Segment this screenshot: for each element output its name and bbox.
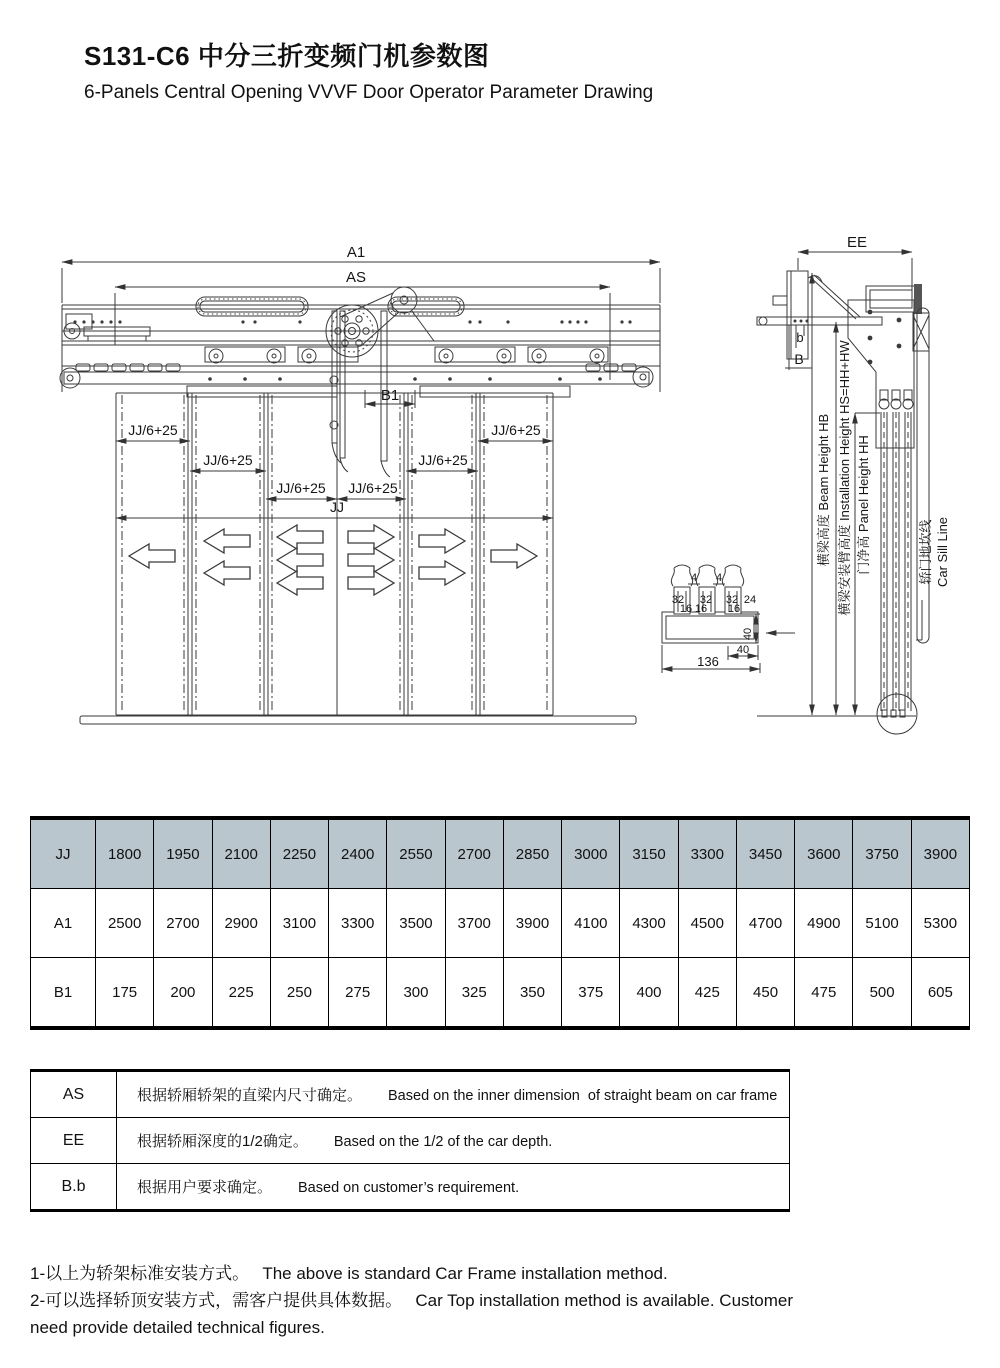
dim-label-panel-width: JJ/6+25 <box>418 452 468 468</box>
note-text-zh: 根据轿厢深度的1/2确定。 <box>137 1133 308 1150</box>
param-cell: 2250 <box>270 818 328 889</box>
param-table-body <box>31 818 970 1028</box>
notes-table <box>30 1069 790 1212</box>
footer-note-2: 2-可以选择轿顶安装方式，需客户提供具体数据。 Car Top installation method is available. Customer need provide detailed technical figures. <box>30 1291 793 1337</box>
param-cell: 4300 <box>620 889 678 958</box>
sill-dim-16: 16 <box>679 603 693 615</box>
dim-label-as: AS <box>345 269 367 286</box>
footer-notes <box>30 1260 830 1341</box>
mounting-bracket <box>757 271 882 370</box>
param-table-row <box>31 818 970 889</box>
param-cell: 175 <box>96 958 154 1029</box>
header-beam <box>62 305 660 392</box>
param-table-row <box>31 958 970 1029</box>
label-panel-height: 门净高 Panel Height HH <box>856 435 871 575</box>
dim-label-b-lower: b <box>796 330 804 345</box>
param-cell: 3900 <box>911 818 969 889</box>
panel-boundary <box>260 393 272 715</box>
note-text-zh: 根据用户要求确定。 <box>137 1179 273 1196</box>
param-cell: 400 <box>620 958 678 1029</box>
front-view <box>60 244 660 724</box>
param-cell: 3750 <box>853 818 911 889</box>
hanger-plate <box>435 347 515 363</box>
param-cell: 5300 <box>911 889 969 958</box>
param-cell: 275 <box>329 958 387 1029</box>
page-title: S131-C6 中分三折变频门机参数图 <box>84 41 490 71</box>
note-row-content <box>117 1118 790 1164</box>
param-cell: 3500 <box>387 889 445 958</box>
param-cell: 2550 <box>387 818 445 889</box>
param-cell: 3100 <box>270 889 328 958</box>
param-cell: 2700 <box>154 889 212 958</box>
door-direction-arrow <box>419 561 465 585</box>
param-cell: 3450 <box>736 818 794 889</box>
param-cell: 2100 <box>212 818 270 889</box>
footer-note-1: 1-以上为轿架标准安装方式。 The above is standard Car Frame installation method. <box>30 1264 668 1283</box>
param-cell: 375 <box>562 958 620 1029</box>
dim-label-jj: JJ <box>330 499 344 515</box>
dim-label-ee: EE <box>846 234 868 251</box>
panel-tracks <box>881 412 911 711</box>
dim-label-b-upper: B <box>794 351 804 367</box>
sill-dim-32: 32 <box>699 594 713 606</box>
param-cell: 605 <box>911 958 969 1029</box>
hanger-plates <box>205 347 608 363</box>
detail-circle <box>877 694 917 734</box>
door-direction-arrow <box>277 525 323 549</box>
param-cell: 2500 <box>96 889 154 958</box>
sill-dim-16: 16 <box>727 603 741 615</box>
door-direction-arrow <box>204 529 250 553</box>
dim-label-panel-width: JJ/6+25 <box>491 422 541 438</box>
page-subtitle: 6-Panels Central Opening VVVF Door Operator Parameter Drawing <box>84 82 654 103</box>
hanger-plate <box>205 347 285 363</box>
label-beam-height: 横梁高度 Beam Height HB <box>816 413 831 567</box>
note-text-en: Based on the 1/2 of the car depth. <box>333 1134 553 1150</box>
label-car-sill-line-zh: 轿门地坎线 <box>918 519 933 585</box>
param-cell: 3900 <box>503 889 561 958</box>
hanger-plate <box>298 347 358 363</box>
param-cell: 3000 <box>562 818 620 889</box>
sill-dim-16: 16 <box>694 603 708 615</box>
dim-label-b1: B1 <box>380 387 400 404</box>
sill-dim-40: 40 <box>736 644 750 656</box>
param-cell: 250 <box>270 958 328 1029</box>
belt-tensioner <box>64 314 150 341</box>
param-cell: 1950 <box>154 818 212 889</box>
param-cell: 425 <box>678 958 736 1029</box>
door-direction-arrow <box>348 548 394 572</box>
note-row-content <box>117 1071 790 1118</box>
car-sill <box>80 716 636 724</box>
param-table-row <box>31 889 970 958</box>
param-cell: 500 <box>853 958 911 1029</box>
sill-dim-24: 24 <box>743 594 757 606</box>
param-cell: 200 <box>154 958 212 1029</box>
notes-table-row <box>31 1118 790 1164</box>
door-direction-arrow <box>491 544 537 568</box>
param-cell: 450 <box>736 958 794 1029</box>
param-cell: 2850 <box>503 818 561 889</box>
sill-dim-32: 32 <box>671 594 685 606</box>
parameter-table <box>30 816 970 1030</box>
dim-label-a1: A1 <box>346 244 366 261</box>
sill-dim-32: 32 <box>725 594 739 606</box>
dim-label-panel-width: JJ/6+25 <box>128 422 178 438</box>
note-text-en: Based on customer’s requirement. <box>298 1180 520 1196</box>
dim-label-panel-width: JJ/6+25 <box>348 480 398 496</box>
track-bolts <box>208 377 602 381</box>
sill-dim-136: 136 <box>697 654 719 669</box>
side-view <box>757 234 950 734</box>
sill-dim-40-vertical: 40 <box>742 627 754 641</box>
param-cell: 4100 <box>562 889 620 958</box>
param-cell: 2900 <box>212 889 270 958</box>
notes-table-row <box>31 1071 790 1118</box>
end-roller-left <box>60 368 80 388</box>
panel-boundary <box>400 393 412 715</box>
door-direction-arrow <box>277 571 323 595</box>
param-cell: 1800 <box>96 818 154 889</box>
param-cell: 5100 <box>853 889 911 958</box>
label-car-sill-line-en: Car Sill Line <box>935 516 950 588</box>
param-cell: 225 <box>212 958 270 1029</box>
note-text-zh: 根据轿厢轿架的直梁内尺寸确定。 <box>137 1087 363 1104</box>
param-cell: 2400 <box>329 818 387 889</box>
door-direction-arrow <box>348 571 394 595</box>
hanger-plate <box>528 347 608 363</box>
label-installation-height: 横梁安装臂高度 Installation Height HS=HH+HW <box>837 340 852 616</box>
param-cell: 4500 <box>678 889 736 958</box>
dim-label-panel-width: JJ/6+25 <box>203 452 253 468</box>
dim-label-panel-width: JJ/6+25 <box>276 480 326 496</box>
note-row-label: B.b <box>31 1164 117 1211</box>
note-text-en: Based on the inner dimension of straight beam on car frame <box>388 1088 778 1104</box>
param-row-label: B1 <box>31 958 96 1029</box>
door-direction-arrow <box>204 561 250 585</box>
notes-table-row <box>31 1164 790 1211</box>
param-cell: 2700 <box>445 818 503 889</box>
door-direction-arrow <box>348 525 394 549</box>
param-cell: 325 <box>445 958 503 1029</box>
note-row-label: AS <box>31 1071 117 1118</box>
param-cell: 3300 <box>329 889 387 958</box>
rack-segments <box>76 364 636 371</box>
param-cell: 3700 <box>445 889 503 958</box>
belt-loops <box>196 297 464 316</box>
side-cover <box>917 308 929 643</box>
sill-dim-4: 4 <box>715 572 723 584</box>
param-cell: 3150 <box>620 818 678 889</box>
param-cell: 4700 <box>736 889 794 958</box>
param-cell: 475 <box>795 958 853 1029</box>
param-cell: 350 <box>503 958 561 1029</box>
notes-table-body <box>31 1071 790 1211</box>
param-row-label: JJ <box>31 818 96 889</box>
param-row-label: A1 <box>31 889 96 958</box>
door-direction-arrow <box>277 548 323 572</box>
param-cell: 300 <box>387 958 445 1029</box>
sill-dim-4: 4 <box>690 572 698 584</box>
track-bar <box>60 364 653 397</box>
note-row-label: EE <box>31 1118 117 1164</box>
installation-arm <box>757 317 882 325</box>
sill-detail <box>662 565 795 673</box>
param-cell: 3600 <box>795 818 853 889</box>
param-cell: 3300 <box>678 818 736 889</box>
door-direction-arrow <box>419 529 465 553</box>
note-row-content <box>117 1164 790 1211</box>
param-cell: 4900 <box>795 889 853 958</box>
door-direction-arrow <box>129 544 175 568</box>
